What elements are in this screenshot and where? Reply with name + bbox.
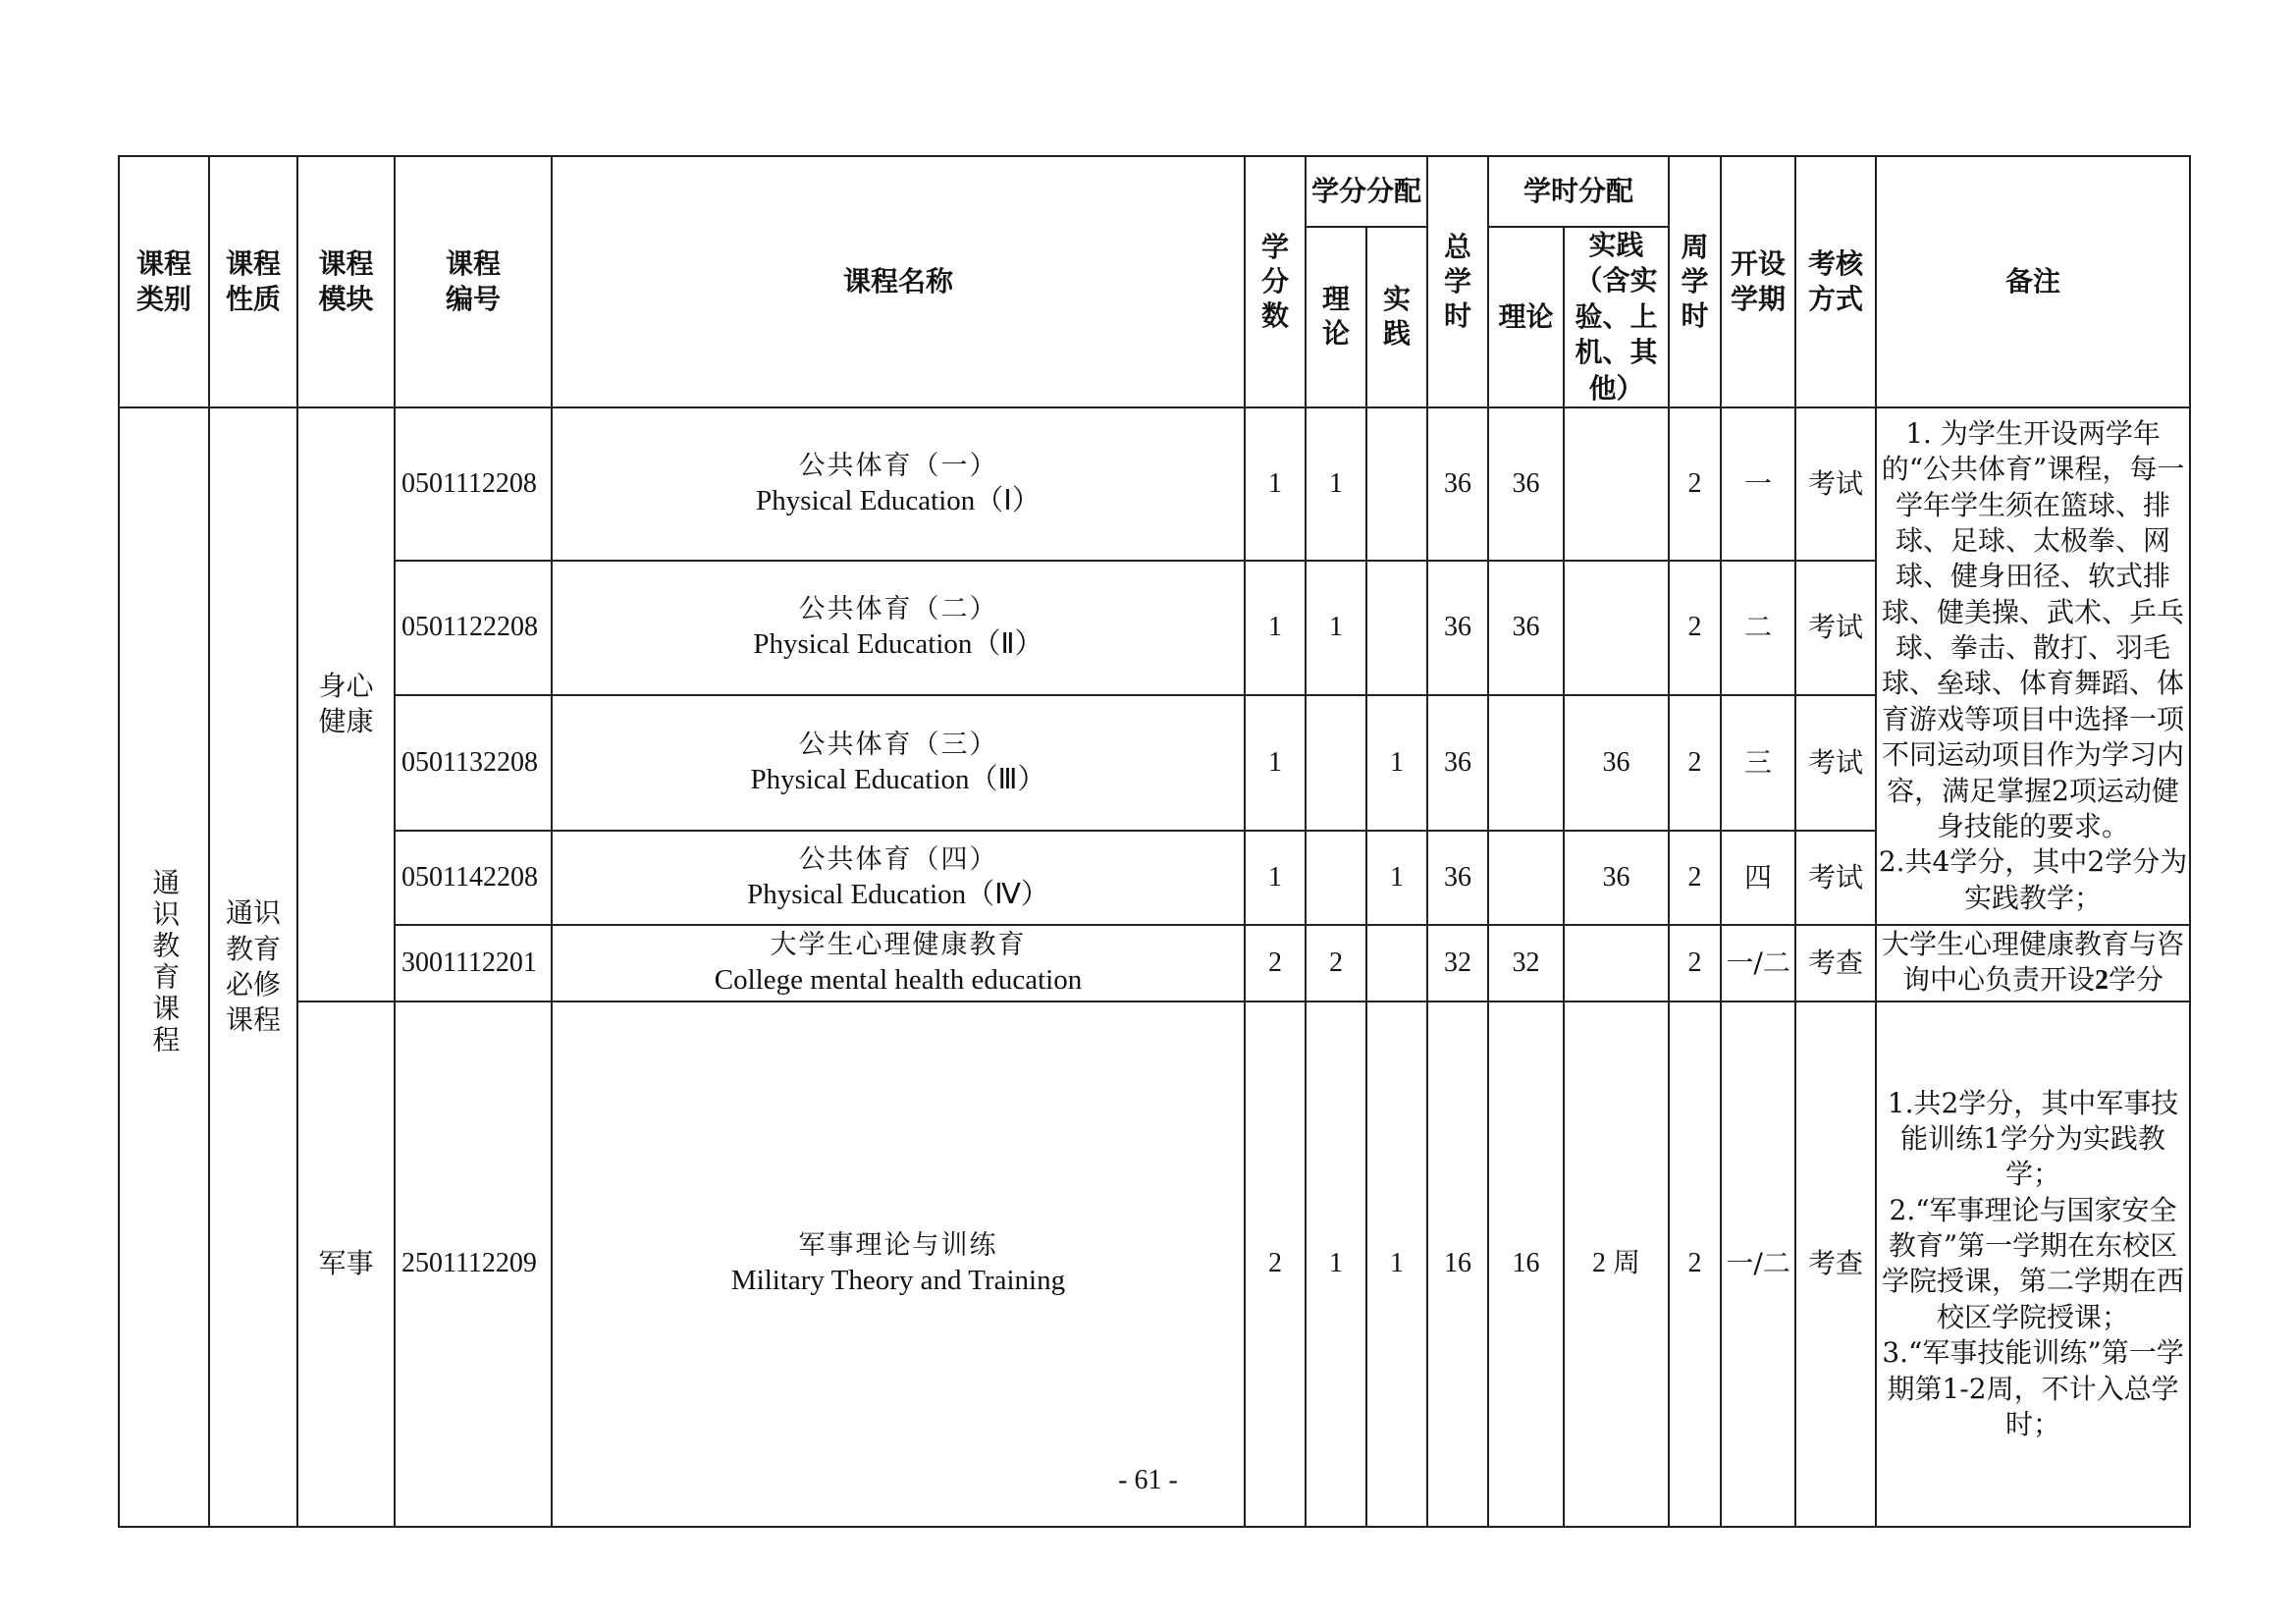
credit-practice <box>1366 561 1427 695</box>
assessment: 考试 <box>1795 831 1876 925</box>
remarks-pe: 1. 为学生开设两学年的“公共体育”课程，每一学年学生须在篮球、排球、足球、太极拳、网球、健身田径、软式排球、健美操、武术、乒乓球、拳击、散打、羽毛球、垒球、体育舞蹈、体育游戏等项目中选择一项不同运动项目作为学习内容，满足掌握2项运动健身技能的要求。 2.共4学分，其中2学分为实践教学； <box>1876 407 2190 925</box>
course-name: 大学生心理健康教育 College mental health education <box>552 925 1245 1001</box>
header-credit-theory: 理论 <box>1306 227 1366 407</box>
credit-theory <box>1306 831 1366 925</box>
module-health-cell: 身心健康 <box>297 407 395 1001</box>
assessment: 考试 <box>1795 561 1876 695</box>
credits: 1 <box>1245 831 1306 925</box>
assessment: 考试 <box>1795 695 1876 831</box>
header-module: 课程模块 <box>297 156 395 407</box>
header-semester: 开设学期 <box>1721 156 1795 407</box>
credit-theory: 1 <box>1306 1001 1366 1527</box>
course-name: 公共体育（四） Physical Education（Ⅳ） <box>552 831 1245 925</box>
weekly-hours: 2 <box>1669 831 1721 925</box>
credit-theory: 1 <box>1306 561 1366 695</box>
course-code: 0501122208 <box>395 561 552 695</box>
remarks-mental-health: 大学生心理健康教育与咨询中心负责开设2学分 <box>1876 925 2190 1001</box>
curriculum-table <box>118 155 2191 1528</box>
hour-practice <box>1564 925 1669 1001</box>
hour-practice: 36 <box>1564 695 1669 831</box>
course-name: 公共体育（三） Physical Education（Ⅲ） <box>552 695 1245 831</box>
credit-practice: 1 <box>1366 695 1427 831</box>
header-credit-distribution: 学分分配 <box>1306 156 1427 227</box>
table-row <box>119 407 2190 561</box>
header-credits: 学分数 <box>1245 156 1306 407</box>
credits: 1 <box>1245 561 1306 695</box>
module-military-cell: 军事 <box>297 1001 395 1527</box>
header-category: 课程类别 <box>119 156 209 407</box>
total-hours: 16 <box>1427 1001 1488 1527</box>
assessment: 考查 <box>1795 925 1876 1001</box>
semester: 二 <box>1721 561 1795 695</box>
remarks-military: 1.共2学分，其中军事技能训练1学分为实践教学； 2.“军事理论与国家安全教育”第一学期在东校区学院授课，第二学期在西校区学院授课； 3.“军事技能训练”第一学期第1-2周，不计入总学时； <box>1876 1001 2190 1527</box>
page-number: - 61 - <box>1118 1465 1178 1495</box>
total-hours: 32 <box>1427 925 1488 1001</box>
credit-theory: 1 <box>1306 407 1366 561</box>
header-course-name: 课程名称 <box>552 156 1245 407</box>
semester: 一/二 <box>1721 1001 1795 1527</box>
semester: 一 <box>1721 407 1795 561</box>
assessment: 考试 <box>1795 407 1876 561</box>
total-hours: 36 <box>1427 561 1488 695</box>
category-cell: 通识教育课程 <box>119 407 209 1527</box>
nature-cell: 通识教育必修课程 <box>209 407 297 1527</box>
assessment: 考查 <box>1795 1001 1876 1527</box>
credit-theory: 2 <box>1306 925 1366 1001</box>
credit-theory <box>1306 695 1366 831</box>
hour-practice: 36 <box>1564 831 1669 925</box>
weekly-hours: 2 <box>1669 925 1721 1001</box>
semester: 一/二 <box>1721 925 1795 1001</box>
header-total-hours: 总学时 <box>1427 156 1488 407</box>
header-hour-distribution: 学时分配 <box>1488 156 1669 227</box>
header-hour-practice: 实践（含实验、上机、其他） <box>1564 227 1669 407</box>
course-code: 2501112209 <box>395 1001 552 1527</box>
total-hours: 36 <box>1427 407 1488 561</box>
semester: 四 <box>1721 831 1795 925</box>
header-weekly-hours: 周学时 <box>1669 156 1721 407</box>
credits: 1 <box>1245 407 1306 561</box>
credit-practice <box>1366 407 1427 561</box>
course-code: 0501142208 <box>395 831 552 925</box>
hour-theory: 32 <box>1488 925 1564 1001</box>
weekly-hours: 2 <box>1669 407 1721 561</box>
table-row <box>119 1001 2190 1527</box>
hour-theory: 36 <box>1488 407 1564 561</box>
header-code: 课程编号 <box>395 156 552 407</box>
credits: 2 <box>1245 1001 1306 1527</box>
hour-theory <box>1488 695 1564 831</box>
course-name: 军事理论与训练 Military Theory and Training <box>552 1001 1245 1527</box>
course-code: 3001112201 <box>395 925 552 1001</box>
total-hours: 36 <box>1427 831 1488 925</box>
hour-practice: 2 周 <box>1564 1001 1669 1527</box>
credit-practice <box>1366 925 1427 1001</box>
header-remarks: 备注 <box>1876 156 2190 407</box>
course-code: 0501112208 <box>395 407 552 561</box>
table-row <box>119 925 2190 1001</box>
hour-practice <box>1564 561 1669 695</box>
hour-practice <box>1564 407 1669 561</box>
header-credit-practice: 实践 <box>1366 227 1427 407</box>
hour-theory: 36 <box>1488 561 1564 695</box>
semester: 三 <box>1721 695 1795 831</box>
weekly-hours: 2 <box>1669 695 1721 831</box>
credit-practice: 1 <box>1366 831 1427 925</box>
hour-theory: 16 <box>1488 1001 1564 1527</box>
course-name: 公共体育（二） Physical Education（Ⅱ） <box>552 561 1245 695</box>
total-hours: 36 <box>1427 695 1488 831</box>
weekly-hours: 2 <box>1669 1001 1721 1527</box>
header-nature: 课程性质 <box>209 156 297 407</box>
course-name: 公共体育（一） Physical Education（Ⅰ） <box>552 407 1245 561</box>
hour-theory <box>1488 831 1564 925</box>
weekly-hours: 2 <box>1669 561 1721 695</box>
header-hour-theory: 理论 <box>1488 227 1564 407</box>
credits: 1 <box>1245 695 1306 831</box>
credit-practice: 1 <box>1366 1001 1427 1527</box>
course-code: 0501132208 <box>395 695 552 831</box>
credits: 2 <box>1245 925 1306 1001</box>
header-assessment: 考核方式 <box>1795 156 1876 407</box>
